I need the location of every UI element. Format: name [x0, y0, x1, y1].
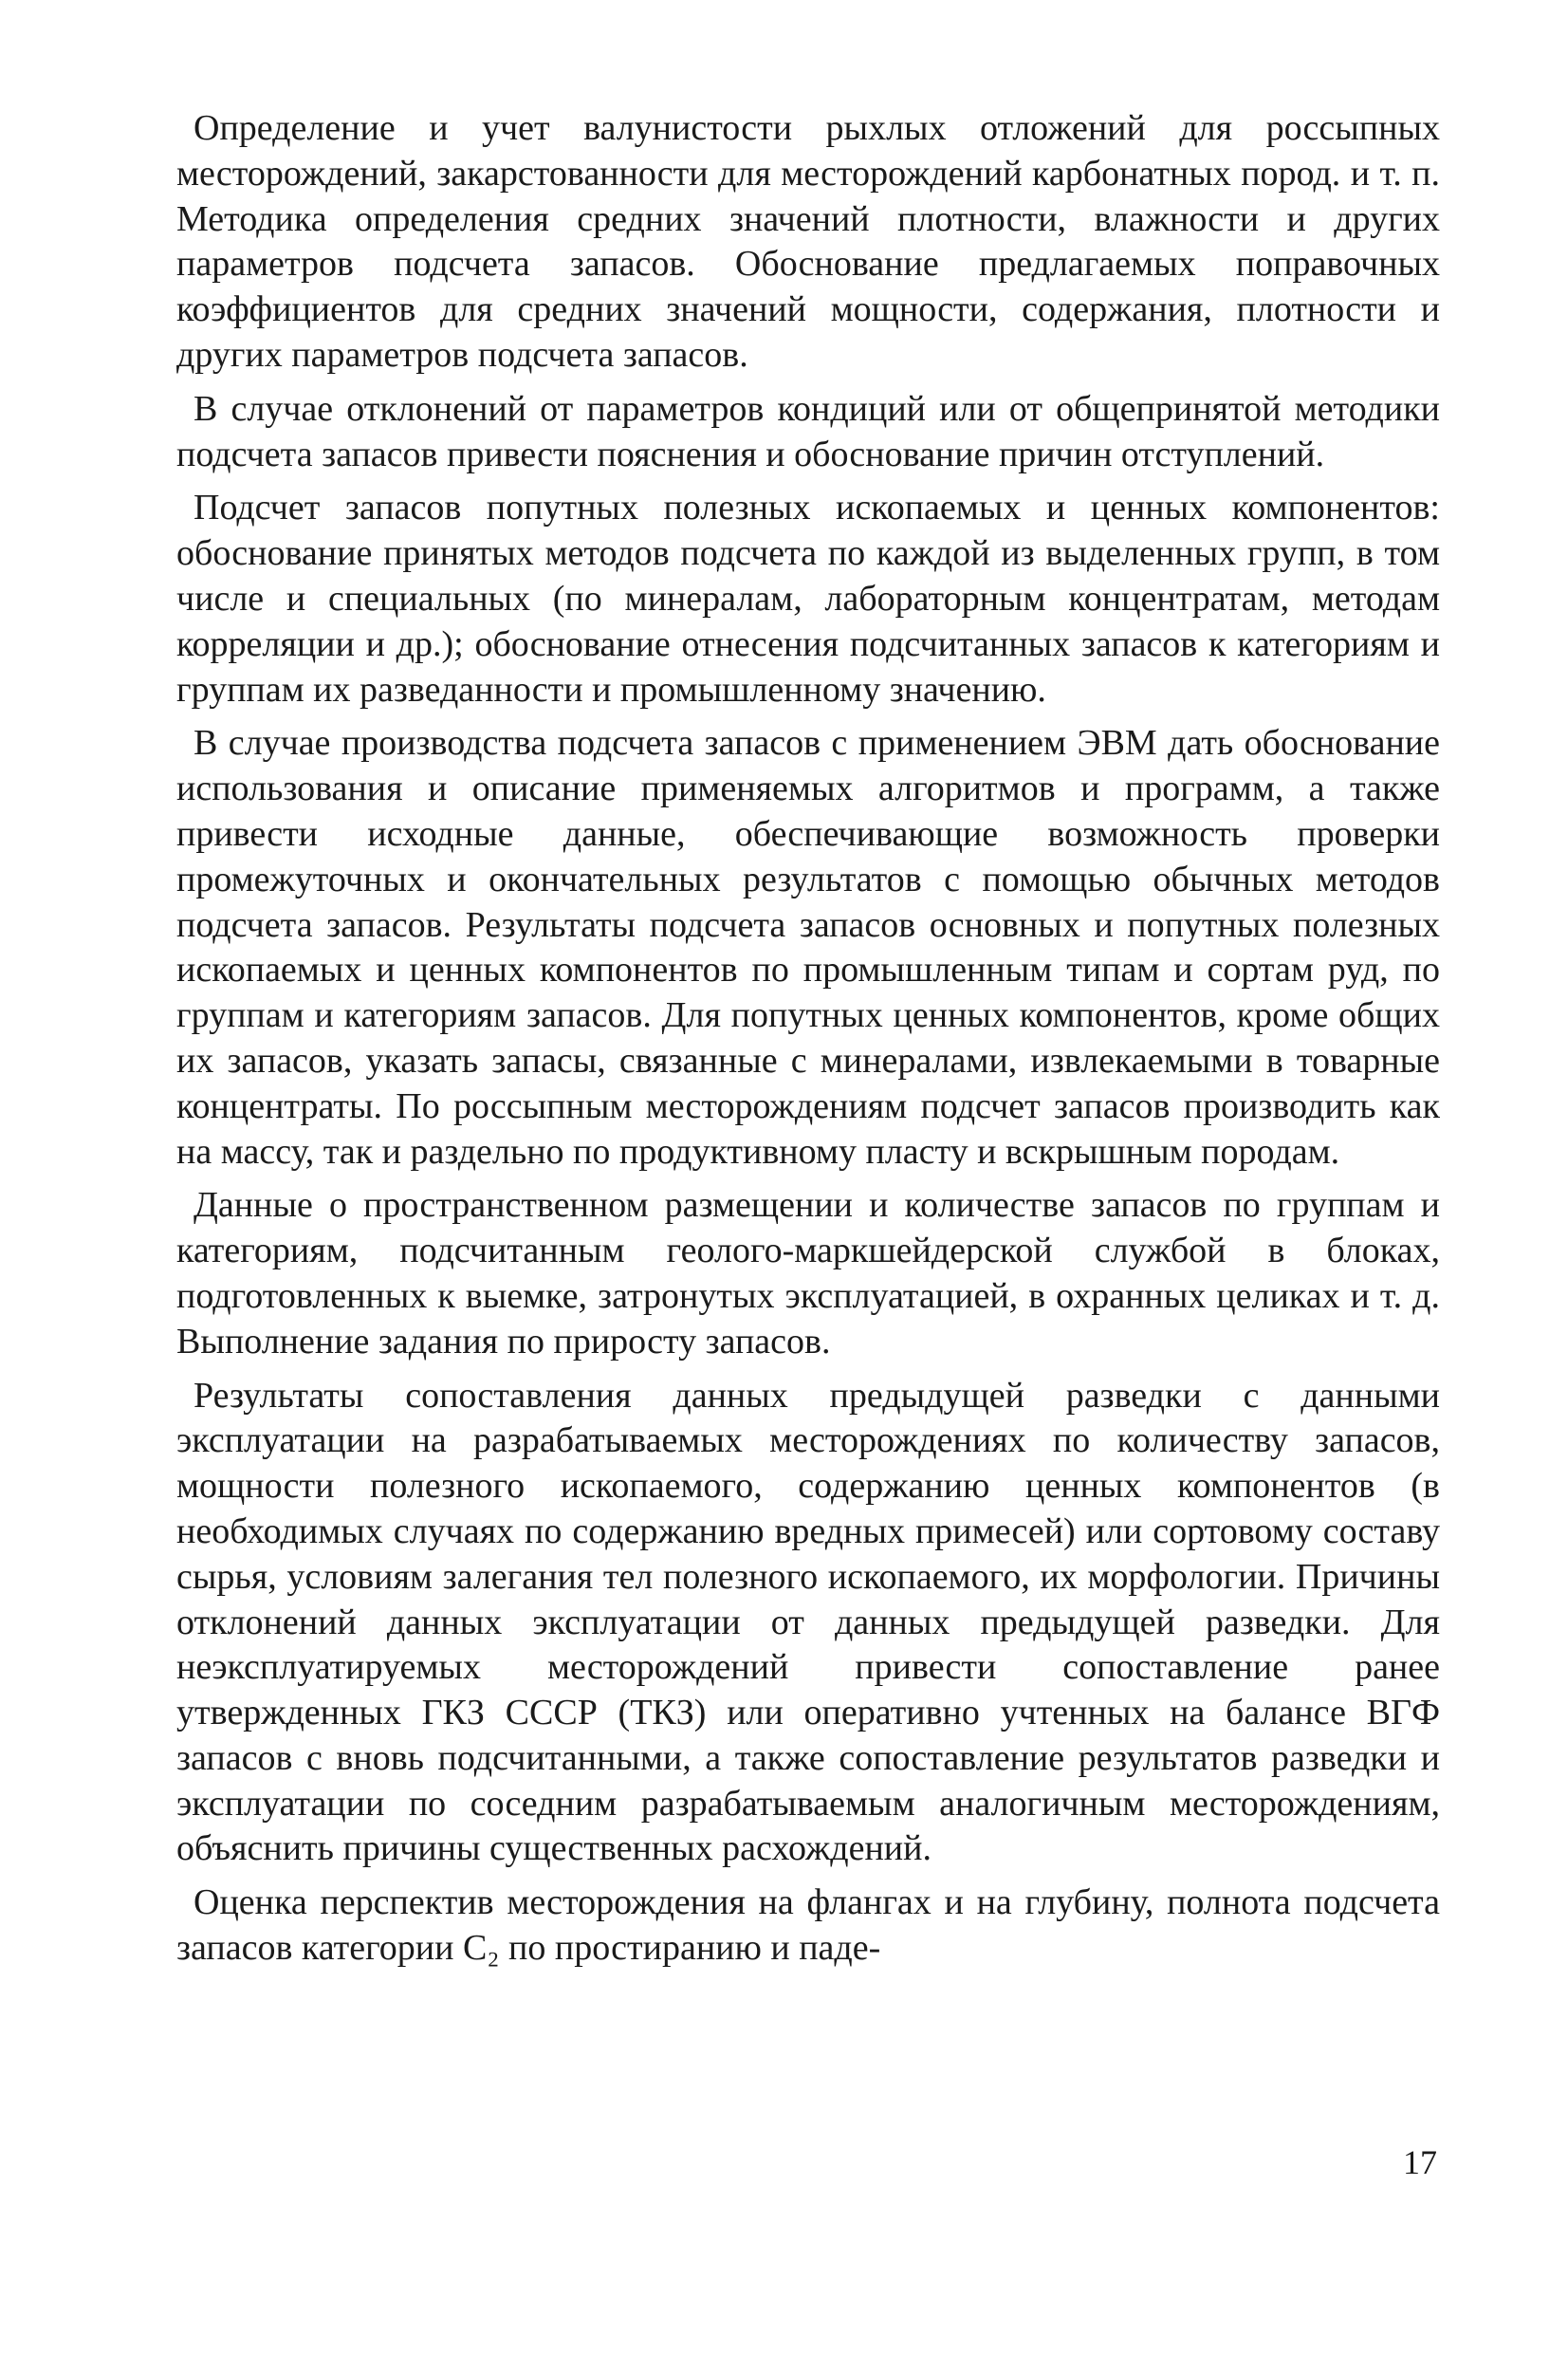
- paragraph-associated-minerals: Подсчет запасов попутных полезных ископаемых и ценных компонентов: обоснование принятых методов подсчета по каждой из выделенных групп, в том числе и специальных (по минералам, лабораторным концентратам, методам корреляции и др.); обоснование отнесения подсчитанных запасов к категориям и группам их разведанности и промышленному значению.: [176, 488, 1440, 710]
- paragraph-comparison-results: Результаты сопоставления данных предыдущей разведки с данными эксплуатации на разрабатываемых месторождениях по количеству запасов, мощности полезного ископаемого, содержанию ценных компонентов (в необходимых случаях по содержанию вредных примесей) или сортовому составу сырья, условиям залегания тел полезного ископаемого, их морфологии. Причины отклонений данных эксплуатации от данных предыдущей разведки. Для неэксплуатируемых месторождений привести сопоставление ранее утвержденных ГКЗ СССР (ТКЗ) или оперативно учтенных на балансе ВГФ запасов с вновь подсчитанными, а также сопоставление результатов разведки и эксплуатации по соседним разрабатываемым аналогичным месторождениям, объяснить причины существенных расхождений.: [176, 1375, 1440, 1869]
- page-number: 17: [1403, 2143, 1437, 2181]
- paragraph-boulder-content: Определение и учет валунистости рыхлых отложений для россыпных месторождений, закарстованности для месторождений карбонатных пород. и т. п. Методика определения средних значений плотности, влажности и других параметров подсчета запасов. Обоснование предлагаемых поправочных коэффициентов для средних значений мощности, содержания, плотности и других параметров подсчета запасов.: [176, 108, 1440, 375]
- paragraph-deviations: В случае отклонений от параметров кондиций или от общепринятой методики подсчета запасов привести пояснения и обоснование причин отступлений.: [176, 388, 1440, 474]
- document-page: [176, 106, 1440, 2288]
- paragraph-prospects-assessment: Оценка перспектив месторождения на флангах и на глубину, полнота подсчета запасов категории С₂ по простиранию и паде-: [176, 1882, 1440, 1969]
- paragraph-spatial-distribution: Данные о пространственном размещении и количестве запасов по группам и категориям, подсчитанным геолого-маркшейдерской службой в блоках, подготовленных к выемке, затронутых эксплуатацией, в охранных целиках и т. д. Выполнение задания по приросту запасов.: [176, 1185, 1440, 1362]
- paragraph-computer-calculation: В случае производства подсчета запасов с применением ЭВМ дать обоснование использования и описание применяемых алгоритмов и программ, а также привести исходные данные, обеспечивающие возможность проверки промежуточных и окончательных результатов с помощью обычных методов подсчета запасов. Результаты подсчета запасов основных и попутных полезных ископаемых и ценных компонентов по промышленным типам и сортам руд, по группам и категориям запасов. Для попутных ценных компонентов, кроме общих их запасов, указать запасы, связанные с минералами, извлекаемыми в товарные концентраты. По россыпным месторождениям подсчет запасов производить как на массу, так и раздельно по продуктивному пласту и вскрышным породам.: [176, 723, 1440, 1172]
